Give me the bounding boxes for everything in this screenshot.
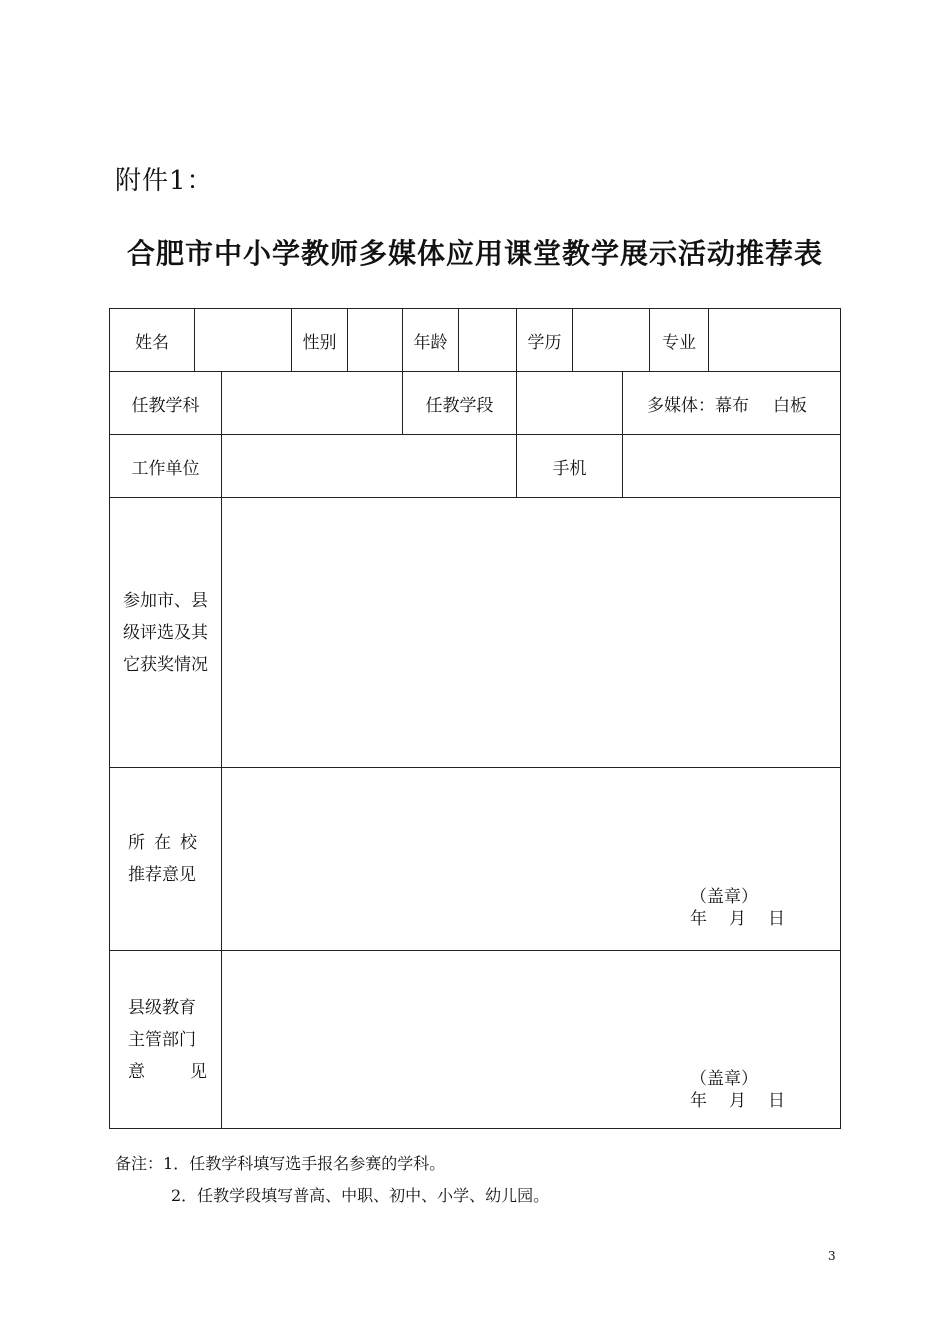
county-date-day: 日	[768, 1091, 785, 1111]
age-field[interactable]	[459, 309, 516, 371]
remarks-prefix: 备注：	[115, 1154, 164, 1173]
county-opinion-label-line: 主管部门	[128, 1029, 196, 1050]
multimedia-label: 多媒体：	[647, 395, 715, 416]
remarks-item: 1．任教学科填写选手报名参赛的学科。	[163, 1154, 446, 1173]
county-opinion-label	[128, 951, 252, 1128]
phone-field[interactable]	[623, 435, 840, 497]
awards-label-line: 级评选及其	[123, 622, 208, 643]
awards-label-line: 它获奖情况	[123, 654, 208, 675]
awards-label	[110, 498, 221, 767]
school-opinion-label	[128, 768, 221, 950]
education-field[interactable]	[573, 309, 649, 371]
school-date-day: 日	[768, 909, 785, 929]
awards-field[interactable]	[222, 498, 840, 767]
work-unit-field[interactable]	[222, 435, 516, 497]
name-label: 姓名	[135, 332, 169, 353]
name-field[interactable]	[195, 309, 291, 371]
remarks-line-1	[115, 1151, 445, 1174]
age-label: 年龄	[413, 332, 448, 353]
stage-field[interactable]	[517, 372, 622, 434]
multimedia-option-screen[interactable]: 幕布	[715, 395, 749, 416]
multimedia-option-whiteboard[interactable]: 白板	[773, 395, 807, 416]
school-opinion-label-line: 所在校	[128, 833, 206, 853]
county-stamp-text: （盖章）	[690, 1069, 758, 1089]
county-opinion-label-line: 县级教育	[128, 997, 196, 1018]
county-date	[690, 1090, 785, 1112]
phone-label: 手机	[552, 458, 587, 479]
recommendation-form-table	[109, 308, 841, 1129]
gender-field[interactable]	[348, 309, 402, 371]
education-label: 学历	[527, 332, 562, 353]
remarks-item: 2．任教学段填写普高、中职、初中、小学、幼儿园。	[171, 1186, 550, 1205]
school-date-month: 月	[729, 909, 746, 929]
school-date-year: 年	[690, 909, 707, 929]
school-stamp-text: （盖章）	[690, 887, 758, 907]
subject-label: 任教学科	[131, 395, 200, 416]
county-date-year: 年	[690, 1091, 707, 1111]
attachment-label: 附件1：	[115, 166, 214, 196]
major-field[interactable]	[709, 309, 840, 371]
form-title: 合肥市中小学教师多媒体应用课堂教学展示活动推荐表	[126, 237, 823, 270]
subject-field[interactable]	[222, 372, 402, 434]
stage-label: 任教学段	[425, 395, 494, 416]
col-divider	[622, 371, 623, 434]
school-opinion-label-line: 推荐意见	[128, 865, 196, 885]
county-date-month: 月	[729, 1091, 746, 1111]
gender-label: 性别	[302, 332, 337, 353]
major-label: 专业	[662, 332, 696, 353]
school-date	[690, 908, 785, 930]
awards-label-line: 参加市、县	[123, 590, 208, 611]
county-opinion-label-line: 意见	[128, 1061, 252, 1082]
work-unit-label: 工作单位	[131, 458, 200, 479]
page-number: 3	[828, 1249, 836, 1263]
multimedia-choice[interactable]	[647, 372, 840, 434]
